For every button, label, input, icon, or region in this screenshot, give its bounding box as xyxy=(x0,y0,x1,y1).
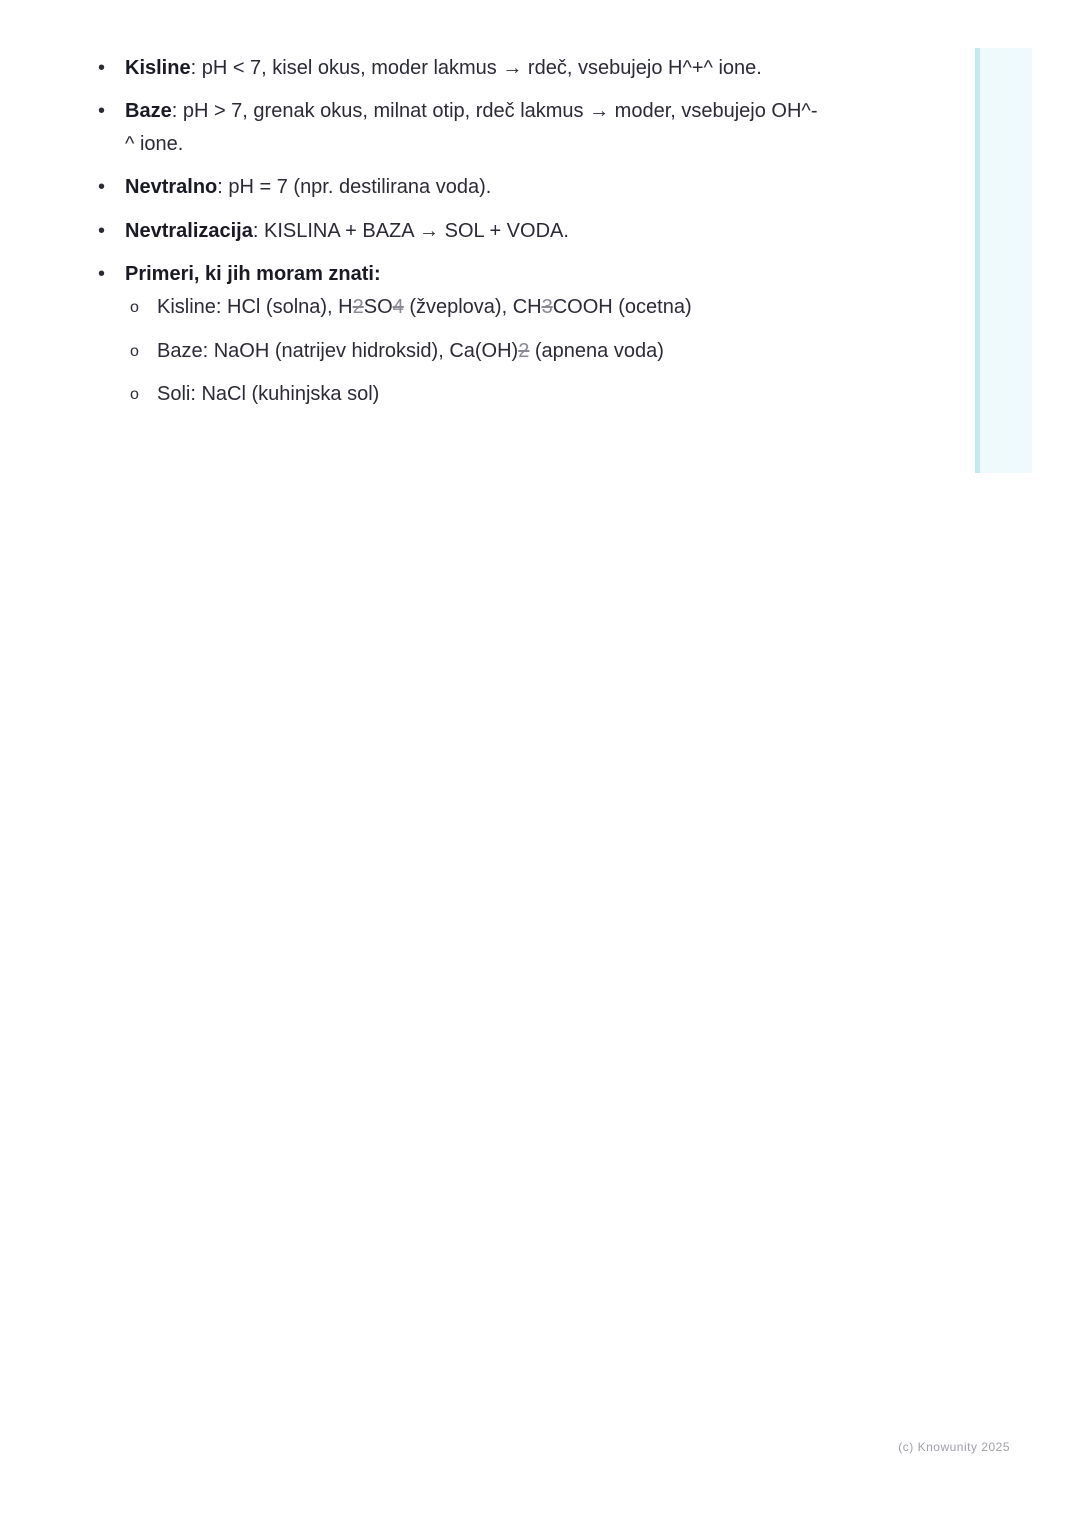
sub-item-salts xyxy=(130,378,830,411)
term-neutralization: Nevtralizacija xyxy=(125,220,253,242)
definition-neutral: : pH = 7 (npr. destilirana voda). xyxy=(217,176,492,198)
struck-digit: 2 xyxy=(352,296,364,318)
circle-bullet-icon: o xyxy=(130,299,139,316)
salts-text: Soli: NaCl (kuhinjska sol) xyxy=(157,383,380,405)
bullet-icon: • xyxy=(98,220,106,242)
struck-digit: 4 xyxy=(392,296,404,318)
struck-digit: 2 xyxy=(518,340,530,362)
sub-item-acids: o Kisline: HCl (solna), H2SO4 (žveplova), CH3COOH (ocetna) xyxy=(130,291,830,324)
struck-digit: 3 xyxy=(541,296,553,318)
circle-bullet-icon: o xyxy=(130,386,139,403)
bullet-icon: • xyxy=(98,263,106,285)
term-neutral: Nevtralno xyxy=(125,176,218,198)
sub-item-bases: o Baze: NaOH (natrijev hidroksid), Ca(OH)2 (apnena voda) xyxy=(130,335,830,368)
list-item-acids xyxy=(98,52,818,85)
bullet-icon: • xyxy=(98,57,106,79)
list-item-neutralization xyxy=(98,215,818,248)
definition-neutralization: : KISLINA + BAZA → SOL + VODA. xyxy=(252,220,569,242)
definition-bases: : pH > 7, grenak okus, milnat otip, rdeč lakmus → moder, vsebujejo OH^-^ ione. xyxy=(125,100,818,155)
bullet-icon: • xyxy=(98,100,106,122)
list-item-examples xyxy=(98,258,818,291)
term-examples: Primeri, ki jih moram znati: xyxy=(125,263,381,285)
circle-bullet-icon: o xyxy=(130,343,139,360)
list-item-bases xyxy=(98,95,818,161)
side-panel xyxy=(975,48,1032,473)
bullet-icon: • xyxy=(98,176,106,198)
definition-acids: : pH < 7, kisel okus, moder lakmus → rdeč, vsebujejo H^+^ ione. xyxy=(190,57,762,79)
term-acids: Kisline xyxy=(125,57,191,79)
copyright-footer: (c) Knowunity 2025 xyxy=(898,1440,1010,1454)
list-item-neutral xyxy=(98,171,818,204)
term-bases: Baze xyxy=(125,100,172,122)
